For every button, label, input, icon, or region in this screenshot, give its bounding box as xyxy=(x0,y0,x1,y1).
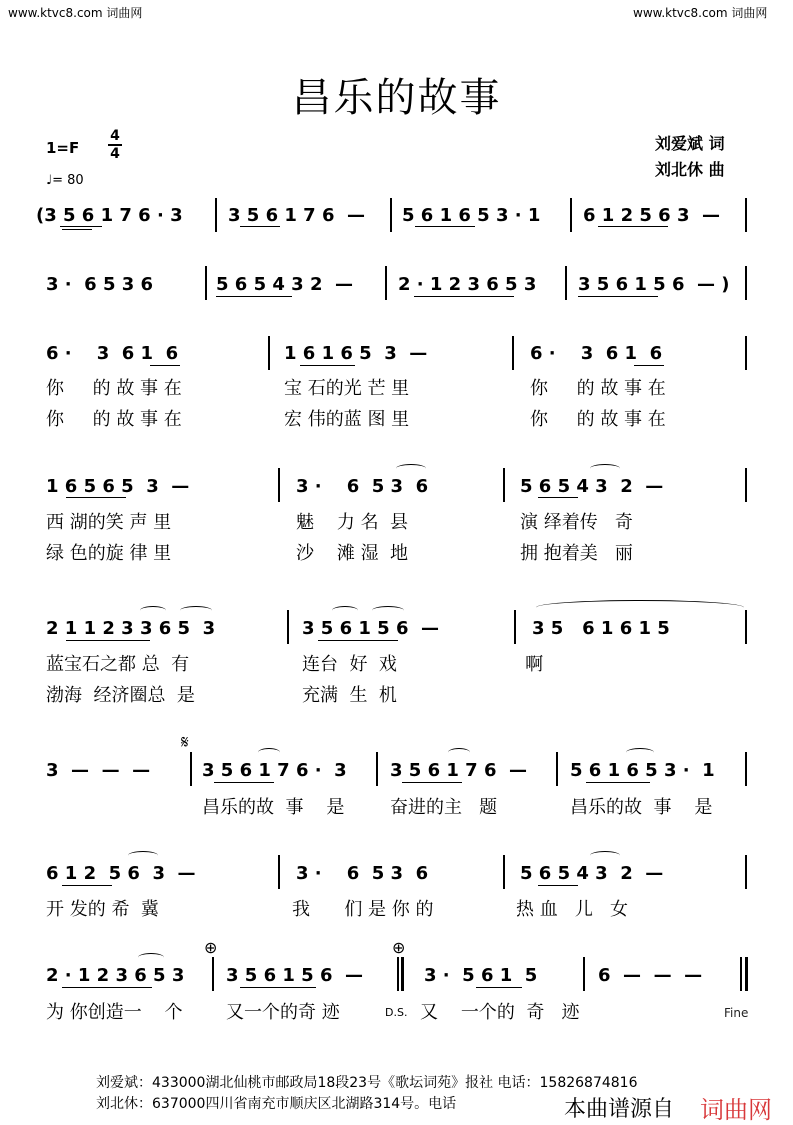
barline xyxy=(583,957,585,991)
lyric-verse-1: 热 血 儿 女 xyxy=(516,899,629,920)
beam xyxy=(414,296,514,297)
measure-notes: 3 5 6 1 7 6 — xyxy=(390,760,528,781)
measure-notes: 3 — — — xyxy=(46,760,151,781)
lyric-verse-1: 奋进的主 题 xyxy=(390,797,498,818)
slur xyxy=(448,748,470,757)
measure-notes: 3 · 6 5 3 6 xyxy=(296,476,429,497)
barline xyxy=(745,610,747,644)
measure-notes: 3 5 6 1 7 6 — xyxy=(228,205,366,226)
barline xyxy=(514,610,516,644)
measure-notes: 3 5 6 1 5 6 — xyxy=(302,618,440,639)
beam xyxy=(634,365,664,366)
beam xyxy=(300,365,355,366)
slur xyxy=(590,464,620,473)
lyric-verse-1: 魅 力 名 县 xyxy=(296,512,409,533)
barline xyxy=(503,855,505,889)
measure-notes: 6 · 3 6 1 6 xyxy=(46,343,179,364)
measure-notes: 5 6 5 4 3 2 — xyxy=(520,476,664,497)
slur xyxy=(626,748,654,757)
beam xyxy=(578,296,658,297)
lyric-verse-1: 又一个的奇 迹 xyxy=(226,1002,340,1023)
phrase-slur xyxy=(536,600,744,615)
lyric-verse-1: 开 发的 希 冀 xyxy=(46,899,159,920)
beam xyxy=(216,296,292,297)
lyric-verse-2: 渤海 经济圈总 是 xyxy=(46,685,195,706)
measure-notes: 3 5 6 1 6 1 5 xyxy=(532,618,670,639)
measure-notes: 6 — — — xyxy=(598,965,703,986)
site-watermark-left: www.ktvc8.com 词曲网 xyxy=(8,6,143,20)
barline xyxy=(556,752,558,786)
barline xyxy=(503,468,505,502)
slur xyxy=(128,851,158,860)
beam xyxy=(66,640,150,641)
measure-notes: 2 · 1 2 3 6 5 3 xyxy=(46,965,185,986)
coda-sign: ⊕ xyxy=(204,938,218,957)
composer-credit: 刘北休 曲 xyxy=(655,160,725,179)
lyric-verse-1: 昌乐的故 事 是 xyxy=(570,797,713,818)
beam xyxy=(150,365,180,366)
slur xyxy=(590,851,620,860)
lyric-verse-1: 你 的 故 事 在 xyxy=(46,378,182,399)
barline xyxy=(205,266,207,300)
tempo-marking: ♩= 80 xyxy=(46,173,84,188)
barline xyxy=(745,266,747,300)
measure-notes: 3 · 5 6 1 5 xyxy=(424,965,538,986)
lyric-verse-1: 西 湖的笑 声 里 xyxy=(46,512,172,533)
beam xyxy=(586,782,650,783)
slur xyxy=(332,606,358,615)
slur xyxy=(372,606,404,615)
beam xyxy=(66,497,126,498)
repeat-barline-thick xyxy=(401,957,404,991)
time-signature xyxy=(106,128,124,162)
barline xyxy=(278,855,280,889)
beam xyxy=(538,497,578,498)
lyric-verse-1: 昌乐的故 事 是 xyxy=(202,797,345,818)
barline xyxy=(385,266,387,300)
barline xyxy=(190,752,192,786)
barline xyxy=(278,468,280,502)
time-signature-top: 4 xyxy=(110,128,120,144)
beam xyxy=(476,987,522,988)
measure-notes: (3 5 6 1 7 6 · 3 xyxy=(36,205,183,226)
measure-notes: 5 6 1 6 5 3 · 1 xyxy=(402,205,541,226)
measure-notes: 5 6 5 4 3 2 — xyxy=(520,863,664,884)
measure-notes: 3 5 6 1 7 6 · 3 xyxy=(202,760,347,781)
source-banner-logo[interactable]: 词曲网 xyxy=(700,1096,772,1124)
lyric-verse-2: 充满 生 机 xyxy=(302,685,397,706)
lyric-verse-1: 蓝宝石之都 总 有 xyxy=(46,654,190,675)
beam xyxy=(240,987,316,988)
measure-notes: 5 6 1 6 5 3 · 1 xyxy=(570,760,715,781)
final-barline xyxy=(740,957,742,991)
beam xyxy=(62,229,92,230)
beam xyxy=(318,640,398,641)
lyric-verse-1: 我 们 是 你 的 xyxy=(292,899,434,920)
lyric-verse-1: 又 一个的 奇 迹 xyxy=(420,1002,580,1023)
measure-notes: 1 6 1 6 5 3 — xyxy=(284,343,428,364)
barline xyxy=(212,957,214,991)
barline xyxy=(565,266,567,300)
beam xyxy=(415,226,475,227)
slur xyxy=(396,464,426,473)
slur xyxy=(180,606,212,615)
segno-sign: 𝄋 xyxy=(181,732,189,753)
beam xyxy=(62,987,152,988)
barline xyxy=(268,336,270,370)
barline xyxy=(390,198,392,232)
lyric-verse-2: 拥 抱着美 丽 xyxy=(520,543,633,564)
dal-segno-mark: D.S. xyxy=(385,1006,408,1019)
slur xyxy=(138,953,164,962)
site-watermark-right: www.ktvc8.com 词曲网 xyxy=(633,6,768,20)
lyric-verse-2: 绿 色的旋 律 里 xyxy=(46,543,172,564)
key-signature: 1=F xyxy=(46,139,80,157)
barline xyxy=(745,752,747,786)
lyric-verse-1: 为 你创造一 个 xyxy=(46,1002,183,1023)
barline xyxy=(570,198,572,232)
measure-notes: 3 5 6 1 5 6 — ) xyxy=(578,274,730,295)
lyric-verse-2: 你 的 故 事 在 xyxy=(46,409,182,430)
barline xyxy=(745,198,747,232)
barline xyxy=(376,752,378,786)
slur xyxy=(140,606,166,615)
measure-notes: 6 1 2 5 6 3 — xyxy=(46,863,196,884)
slur xyxy=(258,748,280,757)
barline xyxy=(745,336,747,370)
beam xyxy=(60,226,102,227)
lyricist-credit: 刘爱斌 词 xyxy=(655,134,725,153)
measure-notes: 6 · 3 6 1 6 xyxy=(530,343,663,364)
measure-notes: 3 5 6 1 5 6 — xyxy=(226,965,364,986)
repeat-barline xyxy=(397,957,399,991)
measure-notes: 3 · 6 5 3 6 xyxy=(46,274,154,295)
fine-mark: Fine xyxy=(724,1006,749,1020)
measure-notes: 2 · 1 2 3 6 5 3 xyxy=(398,274,537,295)
lyric-verse-1: 演 绎着传 奇 xyxy=(520,512,633,533)
lyric-verse-2: 沙 滩 湿 地 xyxy=(296,543,409,564)
beam xyxy=(214,782,274,783)
footer-contact-1: 刘爱斌：433000湖北仙桃市邮政局18段23号《歌坛词苑》报社 电话：15826874816 xyxy=(96,1075,638,1091)
footer-contact-2: 刘北休：637000四川省南充市顺庆区北湖路314号。电话 xyxy=(96,1096,457,1112)
barline xyxy=(215,198,217,232)
measure-notes: 1 6 5 6 5 3 — xyxy=(46,476,190,497)
barline xyxy=(745,468,747,502)
beam xyxy=(62,885,112,886)
measure-notes: 3 · 6 5 3 6 xyxy=(296,863,429,884)
lyric-verse-2: 你 的 故 事 在 xyxy=(530,409,666,430)
song-title: 昌乐的故事 xyxy=(291,75,502,121)
barline xyxy=(512,336,514,370)
measure-notes: 2 1 1 2 3 3 6 5 3 xyxy=(46,618,216,639)
beam xyxy=(240,226,280,227)
lyric-verse-1: 宝 石的光 芒 里 xyxy=(284,378,410,399)
beam xyxy=(402,782,462,783)
lyric-verse-1: 连台 好 戏 xyxy=(302,654,397,675)
barline xyxy=(745,855,747,889)
beam xyxy=(538,885,578,886)
lyric-verse-1: 啊 xyxy=(508,654,544,675)
beam xyxy=(598,226,668,227)
source-banner-text: 本曲谱源自 xyxy=(564,1097,675,1122)
coda-sign: ⊕ xyxy=(392,938,406,957)
barline xyxy=(287,610,289,644)
time-signature-bottom: 4 xyxy=(110,146,120,162)
measure-notes: 6 1 2 5 6 3 — xyxy=(583,205,721,226)
final-barline-thick xyxy=(745,957,748,991)
measure-notes: 5 6 5 4 3 2 — xyxy=(216,274,354,295)
lyric-verse-1: 你 的 故 事 在 xyxy=(530,378,666,399)
lyric-verse-2: 宏 伟的蓝 图 里 xyxy=(284,409,410,430)
